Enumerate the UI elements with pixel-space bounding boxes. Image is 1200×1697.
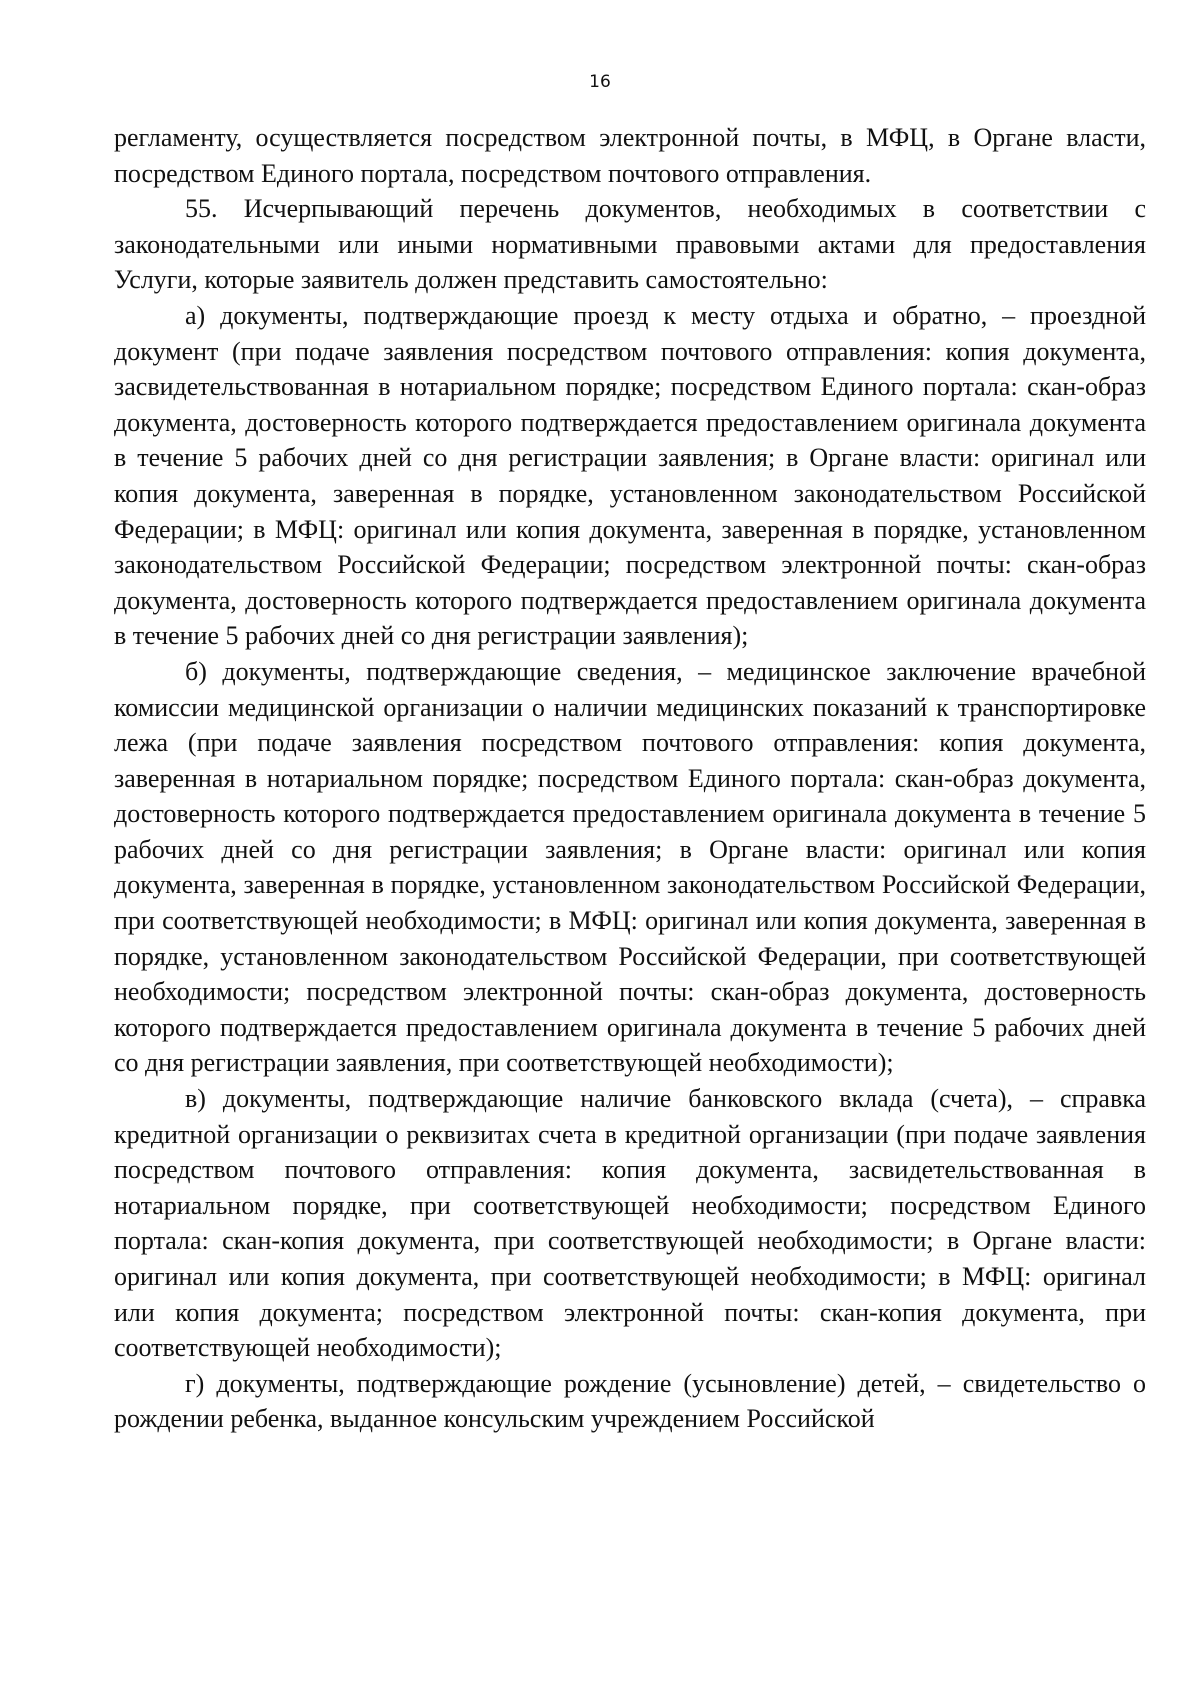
paragraph-subitem-g: г) документы, подтверждающие рождение (усыновление) детей, – свидетельство о рождении ребенка, выданное консульским учреждением Российской xyxy=(114,1368,1146,1434)
document-body xyxy=(114,120,1146,1437)
paragraph-subitem-v: в) документы, подтверждающие наличие банковского вклада (счета), – справка кредитной организации о реквизитах счета в кредитной организации (при подаче заявления посредством почтового отправления: копия документа, засвидетельствованная в нотариальном порядке, при соответствующей необходимости; посредством Единого портала: скан-копия документа, при соответствующей необходимости; в Органе власти: оригинал или копия документа, при соответствующей необходимости; в МФЦ: оригинал или копия документа; посредством электронной почты: скан-копия документа, при соответствующей необходимости); xyxy=(114,1084,1146,1363)
paragraph-subitem-a: а) документы, подтверждающие проезд к месту отдыха и обратно, – проездной документ (при подаче заявления посредством почтового отправления: копия документа, засвидетельствованная в нотариальном порядке; посредством Единого портала: скан-образ документа, достоверность которого подтверждается предоставлением оригинала документа в течение 5 рабочих дней со дня регистрации заявления; в Органе власти: оригинал или копия документа, заверенная в порядке, установленном законодательством Российской Федерации; в МФЦ: оригинал или копия документа, заверенная в порядке, установленном законодательством Российской Федерации; посредством электронной почты: скан-образ документа, достоверность которого подтверждается предоставлением оригинала документа в течение 5 рабочих дней со дня регистрации заявления); xyxy=(114,300,1146,651)
page-number: 16 xyxy=(589,72,611,92)
paragraph-item-55: 55. Исчерпывающий перечень документов, необходимых в соответствии с законодательными или иными нормативными правовыми актами для предоставления Услуги, которые заявитель должен представить самостоятельно: xyxy=(114,194,1146,295)
paragraph-subitem-b: б) документы, подтверждающие сведения, – медицинское заключение врачебной комиссии медицинской организации о наличии медицинских показаний к транспортировке лежа (при подаче заявления посредством почтового отправления: копия документа, заверенная в нотариальном порядке; посредством Единого портала: скан-образ документа, достоверность которого подтверждается предоставлением оригинала документа в течение 5 рабочих дней со дня регистрации заявления; в Органе власти: оригинал или копия документа, заверенная в порядке, установленном законодательством Российской Федерации, при соответствующей необходимости; в МФЦ: оригинал или копия документа, заверенная в порядке, установленном законодательством Российской Федерации, при соответствующей необходимости; посредством электронной почты: скан-образ документа, достоверность которого подтверждается предоставлением оригинала документа в течение 5 рабочих дней со дня регистрации заявления, при соответствующей необходимости); xyxy=(114,656,1146,1078)
paragraph-continuation: регламенту, осуществляется посредством электронной почты, в МФЦ, в Органе власти, посредством Единого портала, посредством почтового отправления. xyxy=(114,123,1146,188)
